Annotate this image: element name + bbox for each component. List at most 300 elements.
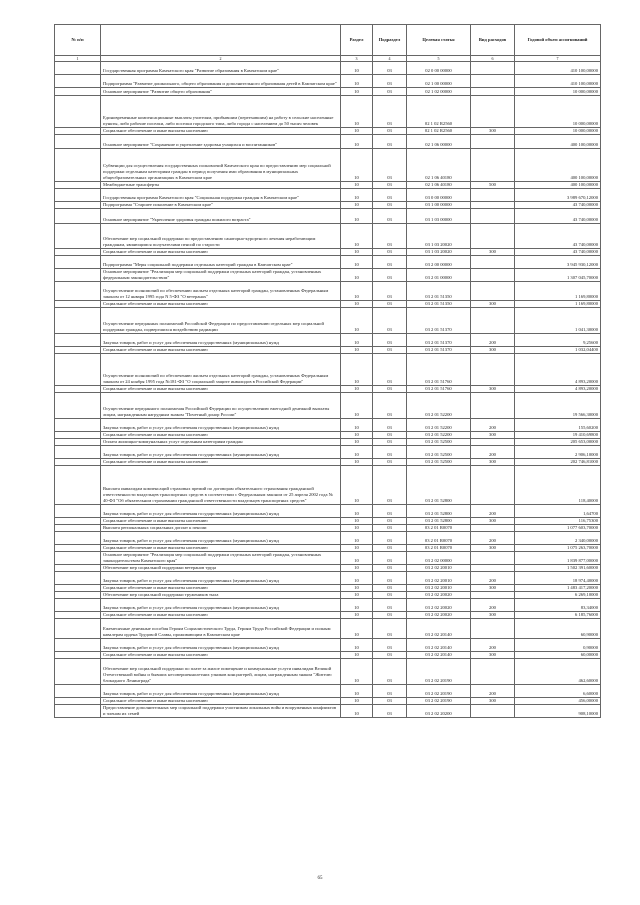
table-row: [55, 652, 601, 659]
cell-expense-type: 200: [471, 419, 515, 432]
cell-target-article: 02 1 06 00000: [407, 135, 471, 149]
cell-amount: 456,00000: [515, 698, 601, 705]
cell-num: [55, 446, 101, 459]
cell-name: Социальное обеспечение и иные выплаты населению: [101, 585, 341, 592]
cell-podrazdel: 03: [373, 189, 407, 202]
column-number: 7: [515, 56, 601, 62]
cell-podrazdel: 03: [373, 269, 407, 282]
cell-name: Обеспечение мер социальной поддержки по плате за жилое помещение и коммунальные услуги инвалидам Великой Отечественной войны и бывших несовершеннолетних узников концлагерей, лицам, награжденным знаком "Жителю блокадного Ленинграда": [101, 659, 341, 685]
cell-podrazdel: 03: [373, 334, 407, 347]
cell-amount: 6 185,76000: [515, 612, 601, 619]
table-row: [55, 354, 601, 386]
cell-num: [55, 545, 101, 552]
cell-target-article: 02 1 06 40180: [407, 149, 471, 182]
cell-expense-type: 200: [471, 505, 515, 518]
cell-num: [55, 592, 101, 599]
budget-table: [54, 24, 601, 718]
cell-target-article: 03 2 01 52800: [407, 466, 471, 505]
cell-razdel: 10: [341, 525, 373, 532]
cell-expense-type: [471, 62, 515, 75]
cell-target-article: 03 2 02 20140: [407, 619, 471, 639]
cell-amount: 1 032,04400: [515, 347, 601, 354]
cell-amount: 19 410,69800: [515, 432, 601, 439]
cell-target-article: 02 1 00 00000: [407, 75, 471, 88]
column-number: 4: [373, 56, 407, 62]
table-row: [55, 202, 601, 209]
cell-num: [55, 599, 101, 612]
table-row: [55, 685, 601, 698]
cell-amount: 3 989 670,12000: [515, 189, 601, 202]
cell-num: [55, 189, 101, 202]
cell-name: Выплата инвалидам компенсаций страховых премий по договорам обязательного страхования гражданской ответственности владельцев транспортных средств в соответствии с Федеральным законом от 25 апреля 2002 года № 40-ФЗ "Об обязательном страховании гражданской ответственности владельцев транспортных средств": [101, 466, 341, 505]
cell-razdel: 10: [341, 301, 373, 308]
cell-name: Выплата региональных социальных доплат к пенсии: [101, 525, 341, 532]
table-row: [55, 532, 601, 545]
cell-amount: 462,60000: [515, 659, 601, 685]
table-row: [55, 75, 601, 88]
cell-podrazdel: 03: [373, 301, 407, 308]
cell-expense-type: [471, 256, 515, 269]
cell-razdel: 10: [341, 545, 373, 552]
cell-expense-type: [471, 393, 515, 419]
cell-num: [55, 459, 101, 466]
header-name: [101, 25, 341, 56]
cell-razdel: 10: [341, 88, 373, 96]
cell-name: Социальное обеспечение и иные выплаты населению: [101, 698, 341, 705]
cell-expense-type: [471, 149, 515, 182]
cell-num: [55, 96, 101, 128]
cell-num: [55, 639, 101, 652]
table-row: [55, 585, 601, 592]
cell-razdel: 10: [341, 439, 373, 446]
cell-podrazdel: 03: [373, 599, 407, 612]
cell-target-article: 03 2 02 20010: [407, 572, 471, 585]
cell-razdel: 10: [341, 256, 373, 269]
table-row: [55, 518, 601, 525]
cell-razdel: 10: [341, 202, 373, 209]
cell-expense-type: 200: [471, 685, 515, 698]
cell-expense-type: 300: [471, 698, 515, 705]
cell-podrazdel: 03: [373, 224, 407, 249]
cell-podrazdel: 03: [373, 525, 407, 532]
cell-razdel: 10: [341, 518, 373, 525]
cell-razdel: 10: [341, 446, 373, 459]
cell-razdel: 10: [341, 334, 373, 347]
cell-name: Обеспечение мер социальной поддержки по предоставлению санаторно-курортного лечения неработающим гражданам, являющимся получателями пенсий по старости: [101, 224, 341, 249]
cell-target-article: 03 2 02 20020: [407, 592, 471, 599]
cell-name: Основное мероприятие "Укрепление здоровья граждан пожилого возраста": [101, 209, 341, 224]
cell-num: [55, 432, 101, 439]
cell-amount: 202 746,81000: [515, 459, 601, 466]
cell-amount: 10 000,00000: [515, 128, 601, 135]
cell-num: [55, 249, 101, 256]
cell-target-article: 02 1 02 00000: [407, 88, 471, 96]
cell-name: Предоставление дополнительных мер социальной поддержки участникам локальных войн и вооруженных конфликтов и членам их семей: [101, 705, 341, 718]
cell-podrazdel: 03: [373, 135, 407, 149]
cell-target-article: 03 2 02 20190: [407, 698, 471, 705]
cell-podrazdel: 03: [373, 585, 407, 592]
cell-razdel: 10: [341, 585, 373, 592]
page-number: 65: [317, 876, 323, 881]
cell-podrazdel: 03: [373, 698, 407, 705]
cell-expense-type: [471, 565, 515, 572]
cell-name: Единовременные компенсационные выплаты учителям, прибывшим (переехавшим) на работу в сельские населенные пункты, либо рабочие поселки, либо поселки городского типа, либо города с населением до 50 тысяч человек: [101, 96, 341, 128]
cell-podrazdel: 03: [373, 432, 407, 439]
cell-expense-type: [471, 96, 515, 128]
table-row: [55, 698, 601, 705]
cell-razdel: 10: [341, 505, 373, 518]
cell-name: Подпрограмма "Развитие дошкольного, общего образования и дополнительного образования детей в Камчатском крае": [101, 75, 341, 88]
cell-podrazdel: 03: [373, 592, 407, 599]
cell-razdel: 10: [341, 393, 373, 419]
table-row: [55, 386, 601, 393]
cell-podrazdel: 03: [373, 639, 407, 652]
cell-amount: 400 100,00000: [515, 182, 601, 189]
cell-name: Социальное обеспечение и иные выплаты населению: [101, 301, 341, 308]
cell-target-article: 03 2 02 00000: [407, 552, 471, 565]
cell-podrazdel: 03: [373, 347, 407, 354]
cell-num: [55, 565, 101, 572]
cell-expense-type: 300: [471, 652, 515, 659]
cell-podrazdel: 03: [373, 705, 407, 718]
cell-expense-type: [471, 552, 515, 565]
table-row: [55, 269, 601, 282]
table-row: [55, 446, 601, 459]
cell-razdel: 10: [341, 639, 373, 652]
cell-podrazdel: 03: [373, 532, 407, 545]
cell-target-article: 03 2 01 52800: [407, 518, 471, 525]
cell-name: Осуществление полномочий по обеспечению жильем отдельных категорий граждан, установленных Федеральным законом от 12 января 1995 года N 5-ФЗ "О ветеранах": [101, 282, 341, 301]
table-body: [55, 62, 601, 718]
cell-num: [55, 282, 101, 301]
cell-target-article: 03 2 01 00000: [407, 269, 471, 282]
cell-expense-type: [471, 75, 515, 88]
cell-name: Субвенции для осуществления государственных полномочий Камчатского края по предоставлению мер социальной поддержки отдельным категориям граждан в период получения ими образования в муниципальных общеобразовательных организациях в Камчатском крае: [101, 149, 341, 182]
cell-razdel: 10: [341, 599, 373, 612]
cell-target-article: 03 2 02 20020: [407, 612, 471, 619]
cell-name: Закупка товаров, работ и услуг для обеспечения государственных (муниципальных) нужд: [101, 599, 341, 612]
cell-name: Подпрограмма "Меры социальной поддержки отдельных категорий граждан в Камчатском крае": [101, 256, 341, 269]
cell-name: Государственная программа Камчатского края "Развитие образования в Камчатском крае": [101, 62, 341, 75]
table-row: [55, 545, 601, 552]
table-row: [55, 459, 601, 466]
cell-expense-type: 300: [471, 459, 515, 466]
cell-amount: 118,40000: [515, 466, 601, 505]
cell-expense-type: [471, 619, 515, 639]
table-row: [55, 301, 601, 308]
cell-amount: 3 945 930,12000: [515, 256, 601, 269]
table-row: [55, 572, 601, 585]
cell-expense-type: 300: [471, 347, 515, 354]
cell-podrazdel: 03: [373, 209, 407, 224]
cell-num: [55, 393, 101, 419]
table-row: [55, 565, 601, 572]
cell-expense-type: 200: [471, 334, 515, 347]
cell-razdel: 10: [341, 685, 373, 698]
cell-amount: 10 000,00000: [515, 96, 601, 128]
table-row: [55, 592, 601, 599]
cell-target-article: 03 2 00 00000: [407, 256, 471, 269]
cell-razdel: 10: [341, 149, 373, 182]
cell-target-article: 03 0 00 00000: [407, 189, 471, 202]
table-row: [55, 419, 601, 432]
cell-name: Осуществление переданных полномочий Российской Федерации по предоставлению отдельных мер социальной поддержки граждан, подвергшихся воздействию радиации: [101, 308, 341, 334]
cell-podrazdel: 03: [373, 128, 407, 135]
cell-num: [55, 619, 101, 639]
cell-num: [55, 75, 101, 88]
cell-podrazdel: 03: [373, 202, 407, 209]
cell-target-article: 03 2 01 52200: [407, 419, 471, 432]
cell-num: [55, 419, 101, 432]
cell-num: [55, 209, 101, 224]
cell-expense-type: [471, 202, 515, 209]
cell-amount: 9,25600: [515, 334, 601, 347]
cell-expense-type: 300: [471, 585, 515, 592]
cell-target-article: 02 1 06 40180: [407, 182, 471, 189]
cell-podrazdel: 03: [373, 659, 407, 685]
cell-podrazdel: 03: [373, 446, 407, 459]
cell-amount: 43 740,00000: [515, 202, 601, 209]
cell-num: [55, 525, 101, 532]
cell-expense-type: 300: [471, 301, 515, 308]
cell-amount: 1 075 263,70000: [515, 545, 601, 552]
cell-target-article: 03 1 03 20020: [407, 224, 471, 249]
cell-name: Закупка товаров, работ и услуг для обеспечения государственных (муниципальных) нужд: [101, 446, 341, 459]
cell-amount: 6,60000: [515, 685, 601, 698]
cell-target-article: 03 2 02 20140: [407, 652, 471, 659]
cell-num: [55, 439, 101, 446]
cell-num: [55, 685, 101, 698]
cell-num: [55, 532, 101, 545]
cell-podrazdel: 03: [373, 75, 407, 88]
cell-num: [55, 354, 101, 386]
cell-podrazdel: 03: [373, 619, 407, 639]
cell-target-article: 03 2 01 52800: [407, 505, 471, 518]
cell-razdel: 10: [341, 705, 373, 718]
cell-name: Основное мероприятие "Развитие общего образования": [101, 88, 341, 96]
cell-amount: 6 269,10000: [515, 592, 601, 599]
cell-name: Закупка товаров, работ и услуг для обеспечения государственных (муниципальных) нужд: [101, 505, 341, 518]
cell-num: [55, 585, 101, 592]
cell-target-article: 03 2 02 20190: [407, 659, 471, 685]
cell-target-article: 03 1 00 00000: [407, 202, 471, 209]
table-row: [55, 62, 601, 75]
cell-razdel: 10: [341, 354, 373, 386]
cell-target-article: 03 2 01 51350: [407, 301, 471, 308]
cell-num: [55, 705, 101, 718]
cell-razdel: 10: [341, 592, 373, 599]
cell-podrazdel: 03: [373, 552, 407, 565]
cell-num: [55, 518, 101, 525]
cell-podrazdel: 03: [373, 354, 407, 386]
cell-expense-type: 200: [471, 532, 515, 545]
table-row: [55, 334, 601, 347]
table-row: [55, 189, 601, 202]
cell-expense-type: [471, 88, 515, 96]
table-row: [55, 432, 601, 439]
column-number: 5: [407, 56, 471, 62]
header-podrazdel: Подраздел: [373, 25, 407, 56]
table-row: [55, 209, 601, 224]
cell-razdel: 10: [341, 659, 373, 685]
cell-podrazdel: 03: [373, 685, 407, 698]
cell-target-article: 02 1 02 R2560: [407, 128, 471, 135]
cell-num: [55, 149, 101, 182]
cell-target-article: 03 2 01 52500: [407, 459, 471, 466]
cell-target-article: 03 2 01 R0070: [407, 532, 471, 545]
cell-amount: 1 041,30000: [515, 308, 601, 334]
cell-target-article: 03 2 01 51370: [407, 334, 471, 347]
table-row: [55, 256, 601, 269]
cell-expense-type: [471, 705, 515, 718]
cell-podrazdel: 03: [373, 282, 407, 301]
table-row: [55, 552, 601, 565]
cell-name: Закупка товаров, работ и услуг для обеспечения государственных (муниципальных) нужд: [101, 639, 341, 652]
table-row: [55, 88, 601, 96]
cell-podrazdel: 03: [373, 439, 407, 446]
cell-num: [55, 202, 101, 209]
column-number: 2: [101, 56, 341, 62]
cell-num: [55, 347, 101, 354]
table-row: [55, 347, 601, 354]
cell-target-article: 02 1 02 R2560: [407, 96, 471, 128]
cell-expense-type: 300: [471, 249, 515, 256]
cell-name: Социальное обеспечение и иные выплаты населению: [101, 347, 341, 354]
cell-expense-type: [471, 439, 515, 446]
cell-amount: 1 483 417,20000: [515, 585, 601, 592]
cell-expense-type: 200: [471, 639, 515, 652]
cell-target-article: 03 2 01 52200: [407, 393, 471, 419]
cell-amount: 155,60200: [515, 419, 601, 432]
cell-podrazdel: 03: [373, 565, 407, 572]
cell-expense-type: [471, 354, 515, 386]
header-annual-amount: Годовой объем ассигнований: [515, 25, 601, 56]
cell-podrazdel: 03: [373, 466, 407, 505]
cell-num: [55, 572, 101, 585]
cell-amount: 4 893,20000: [515, 354, 601, 386]
header-num: № п/п: [55, 25, 101, 56]
table-row: [55, 525, 601, 532]
cell-expense-type: [471, 269, 515, 282]
cell-target-article: 03 2 01 51370: [407, 347, 471, 354]
table-row: [55, 466, 601, 505]
cell-amount: 1 502 391,60000: [515, 565, 601, 572]
cell-expense-type: [471, 135, 515, 149]
cell-amount: 1 169,80000: [515, 301, 601, 308]
cell-amount: 400 100,00000: [515, 149, 601, 182]
cell-target-article: 03 2 02 20020: [407, 599, 471, 612]
cell-amount: 908,10000: [515, 705, 601, 718]
table-row: [55, 505, 601, 518]
cell-razdel: 10: [341, 565, 373, 572]
cell-num: [55, 659, 101, 685]
cell-podrazdel: 03: [373, 393, 407, 419]
cell-name: Социальное обеспечение и иные выплаты населению: [101, 545, 341, 552]
column-number: 6: [471, 56, 515, 62]
table-row: [55, 439, 601, 446]
cell-expense-type: [471, 224, 515, 249]
cell-target-article: 03 1 03 20020: [407, 249, 471, 256]
cell-expense-type: 300: [471, 612, 515, 619]
cell-num: [55, 256, 101, 269]
cell-target-article: 03 2 02 20190: [407, 685, 471, 698]
cell-name: Социальное обеспечение и иные выплаты населению: [101, 612, 341, 619]
cell-expense-type: 300: [471, 128, 515, 135]
table-row: [55, 224, 601, 249]
cell-amount: 2 340,00000: [515, 532, 601, 545]
cell-target-article: 03 2 02 20140: [407, 639, 471, 652]
cell-razdel: 10: [341, 619, 373, 639]
table-row: [55, 135, 601, 149]
cell-razdel: 10: [341, 269, 373, 282]
cell-name: Государственная программа Камчатского края "Социальная поддержка граждан в Камчатском крае": [101, 189, 341, 202]
cell-expense-type: 500: [471, 182, 515, 189]
cell-expense-type: [471, 209, 515, 224]
cell-razdel: 10: [341, 572, 373, 585]
cell-amount: 43 740,00000: [515, 249, 601, 256]
cell-razdel: 10: [341, 189, 373, 202]
table-row: [55, 612, 601, 619]
cell-expense-type: [471, 466, 515, 505]
cell-name: Закупка товаров, работ и услуг для обеспечения государственных (муниципальных) нужд: [101, 532, 341, 545]
cell-expense-type: 300: [471, 386, 515, 393]
cell-num: [55, 269, 101, 282]
cell-razdel: 10: [341, 386, 373, 393]
cell-razdel: 10: [341, 612, 373, 619]
table-row: [55, 599, 601, 612]
cell-podrazdel: 03: [373, 256, 407, 269]
cell-podrazdel: 03: [373, 652, 407, 659]
cell-num: [55, 301, 101, 308]
cell-name: Осуществление переданного полномочия Российской Федерации по осуществлению ежегодной денежной выплаты лицам, награжденным нагрудным знаком "Почетный донор России": [101, 393, 341, 419]
table-row: [55, 282, 601, 301]
cell-razdel: 10: [341, 532, 373, 545]
cell-num: [55, 334, 101, 347]
cell-target-article: 03 2 01 51760: [407, 354, 471, 386]
cell-expense-type: [471, 189, 515, 202]
cell-num: [55, 652, 101, 659]
cell-num: [55, 386, 101, 393]
cell-name: Обеспечение мер социальной поддержки тружеников тыла: [101, 592, 341, 599]
cell-target-article: 03 2 01 R0070: [407, 525, 471, 532]
cell-num: [55, 88, 101, 96]
cell-expense-type: 200: [471, 599, 515, 612]
cell-num: [55, 612, 101, 619]
cell-expense-type: 300: [471, 518, 515, 525]
cell-target-article: 03 2 01 51760: [407, 386, 471, 393]
cell-target-article: 03 2 02 20010: [407, 585, 471, 592]
cell-razdel: 10: [341, 432, 373, 439]
cell-num: [55, 224, 101, 249]
table-row: [55, 639, 601, 652]
cell-target-article: 03 1 03 00000: [407, 209, 471, 224]
cell-razdel: 10: [341, 128, 373, 135]
cell-amount: 19 566,30000: [515, 393, 601, 419]
cell-name: Социальное обеспечение и иные выплаты населению: [101, 518, 341, 525]
table-row: [55, 659, 601, 685]
cell-target-article: 03 2 02 20200: [407, 705, 471, 718]
cell-podrazdel: 03: [373, 545, 407, 552]
cell-expense-type: [471, 525, 515, 532]
cell-target-article: 03 2 01 52500: [407, 446, 471, 459]
cell-amount: 43 740,00000: [515, 224, 601, 249]
table-row: [55, 705, 601, 718]
cell-target-article: 02 0 00 00000: [407, 62, 471, 75]
table-row: [55, 308, 601, 334]
cell-razdel: 10: [341, 466, 373, 505]
header-expense-type: Вид расходов: [471, 25, 515, 56]
cell-podrazdel: 03: [373, 88, 407, 96]
